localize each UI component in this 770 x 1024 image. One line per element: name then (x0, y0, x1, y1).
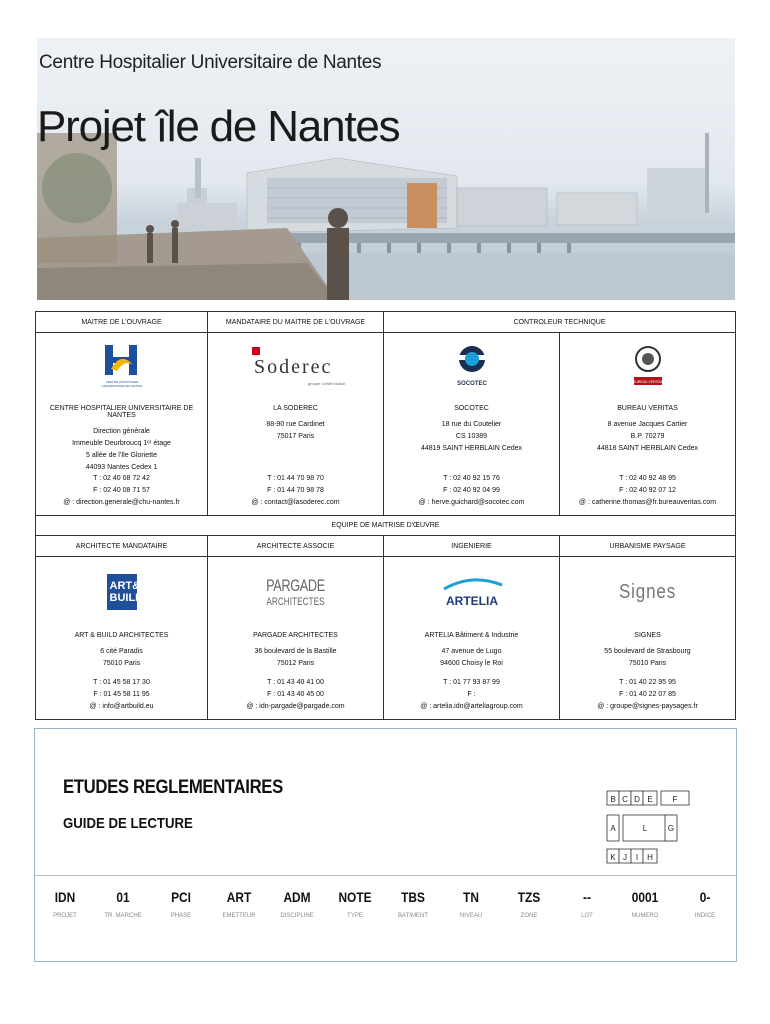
address-line: 75010 Paris (102, 660, 141, 667)
company-name: BUREAU VERITAS (617, 405, 678, 412)
email-link[interactable]: @ : info@artbuild.eu (89, 703, 154, 710)
email-link[interactable]: @ : herve.guichard@socotec.com (418, 499, 525, 506)
address-line: 18 rue du Coutelier (441, 421, 502, 428)
header-architecte-mandataire: ARCHITECTE MANDATAIRE (36, 536, 208, 557)
mandataire-info-cell (208, 400, 384, 516)
company-name: ART & BUILD ARCHITECTES (74, 632, 169, 639)
address-line: 36 boulevard de la Bastille (254, 648, 337, 655)
code-value: NOTE (338, 889, 372, 905)
code-item (383, 889, 443, 919)
code-item (151, 889, 211, 919)
fax: F : 01 45 58 11 95 (93, 691, 150, 698)
zone-label: B (610, 795, 616, 804)
artbuild-logo-cell (36, 557, 208, 628)
phone: T : 01 77 93 87 99 (443, 679, 500, 686)
code-value: TBS (401, 889, 425, 905)
address-line: 75012 Paris (276, 660, 315, 667)
section-maitrise-oeuvre: EQUIPE DE MAITRISE D'ŒUVRE (36, 516, 736, 536)
address-line: 94600 Choisy le Roi (440, 660, 503, 667)
header-ingenierie: INGENIERIE (384, 536, 560, 557)
hero-subtitle: Centre Hospitalier Universitaire de Nantes (39, 52, 382, 73)
zone-label: E (647, 795, 653, 804)
address-line: 75017 Paris (276, 433, 315, 440)
address-line: 44818 SAINT HERBLAIN Cedex (596, 445, 699, 452)
code-value: 0- (699, 889, 711, 905)
socotec-logo-icon (447, 341, 497, 391)
fax: F : 01 43 40 45 00 (267, 691, 324, 698)
pargade-logo-cell (208, 557, 384, 628)
code-value: -- (583, 889, 591, 905)
hero-title: Projet île de Nantes (37, 102, 400, 151)
socotec-info-cell (384, 400, 560, 516)
address-line: 8 avenue Jacques Cartier (607, 421, 688, 428)
zone-label: G (667, 824, 675, 833)
pargade-info-cell (208, 627, 384, 720)
fax: F : 02 40 92 04 99 (443, 487, 500, 494)
socotec-logo-cell (384, 333, 560, 401)
address-line: Immeuble Deurbroucq 1ᵉʳ étage (72, 440, 171, 447)
phone: T : 01 45 58 17 30 (93, 679, 150, 686)
phone: T : 02 40 92 15 76 (443, 475, 500, 482)
phone: T : 01 40 22 95 95 (619, 679, 676, 686)
pargade-logo: PARGADE ARCHITECTES (266, 576, 325, 608)
code-label: LOT (581, 913, 593, 919)
code-item (93, 889, 153, 919)
address-line: 44093 Nantes Cedex 1 (85, 464, 158, 471)
company-name: SOCOTEC (454, 405, 489, 412)
code-item (441, 889, 501, 919)
address-line: 5 allée de l'Ile Gloriette (86, 452, 157, 459)
fax: F : 02 40 92 07 12 (619, 487, 676, 494)
code-value: 0001 (631, 889, 659, 905)
soderec-logo-cell (208, 333, 384, 401)
code-value: 01 (116, 889, 130, 905)
veritas-info-cell (560, 400, 736, 516)
header-controleur: CONTROLEUR TECHNIQUE (384, 312, 736, 333)
company-name: PARGADE ARCHITECTES (253, 632, 338, 639)
hero-banner (37, 38, 735, 300)
veritas-logo-icon (628, 341, 668, 391)
code-value: IDN (54, 889, 76, 905)
header-mandataire: MANDATAIRE DU MAITRE DE L'OUVRAGE (208, 312, 384, 333)
chu-logo-cell (36, 333, 208, 401)
code-label: DISCIPLINE (280, 913, 314, 919)
header-maitre: MAITRE DE L'OUVRAGE (36, 312, 208, 333)
artbuild-logo: ART& BUILD (107, 574, 137, 610)
code-label: TYPE (347, 913, 363, 919)
etudes-block (34, 728, 737, 962)
code-label: INDICE (694, 913, 716, 919)
zone-map-diagram (605, 785, 695, 875)
code-value: TN (463, 889, 479, 905)
separator (35, 875, 736, 876)
code-label: NUMERO (631, 913, 659, 919)
etudes-title: ETUDES REGLEMENTAIRES (63, 777, 283, 798)
address-line: B.P. 70279 (630, 433, 665, 440)
code-value: ART (226, 889, 252, 905)
svg-text:UNIVERSITAIRE DE NANTES: UNIVERSITAIRE DE NANTES (101, 383, 142, 388)
code-item (615, 889, 675, 919)
svg-text:CENTRE HOSPITALIER: CENTRE HOSPITALIER (105, 379, 138, 384)
artelia-logo-icon (432, 571, 512, 611)
code-label: ZONE (520, 913, 538, 919)
email-link[interactable]: @ : idn-pargade@pargade.com (246, 703, 345, 710)
etudes-subtitle: GUIDE DE LECTURE (63, 815, 193, 832)
svg-text:ARTELIA: ARTELIA (445, 594, 498, 608)
zone-label: K (610, 853, 616, 862)
zone-label: A (610, 824, 616, 833)
zone-label: L (642, 824, 648, 833)
code-item (35, 889, 95, 919)
svg-text:BUREAU VERITAS: BUREAU VERITAS (632, 379, 663, 384)
zone-label: J (623, 853, 627, 862)
code-item (209, 889, 269, 919)
code-legend (35, 889, 736, 949)
address-line: 47 avenue de Lugo (441, 648, 502, 655)
company-name: LA SODEREC (273, 405, 318, 412)
code-label: EMETTEUR (222, 913, 256, 919)
address-line: 88-90 rue Cardinet (266, 421, 325, 428)
address-line: 75010 Paris (628, 660, 667, 667)
soderec-logo-icon (246, 343, 346, 388)
code-item (325, 889, 385, 919)
zone-label: C (622, 795, 628, 804)
phone: T : 02 40 08 72 42 (93, 475, 150, 482)
fax: F : 01 40 22 07 85 (619, 691, 676, 698)
address-line: CS 10389 (455, 433, 488, 440)
chu-logo-icon (97, 341, 147, 391)
code-item (557, 889, 617, 919)
email-link[interactable]: @ : direction.generale@chu-nantes.fr (63, 499, 180, 506)
header-architecte-associe: ARCHITECTE ASSOCIE (208, 536, 384, 557)
code-label: PHASE (170, 913, 192, 919)
code-value: PCI (171, 889, 191, 905)
code-label: BATIMENT (398, 913, 428, 919)
email-link[interactable]: @ : artelia.idn@arteliagroup.com (420, 703, 523, 710)
code-label: TR. MARCHE (104, 913, 142, 919)
zone-label: H (647, 853, 653, 862)
address-line: 6 cité Paradis (100, 648, 143, 655)
code-value: ADM (283, 889, 311, 905)
fax: F : (467, 691, 476, 698)
phone: T : 01 43 40 41 00 (267, 679, 324, 686)
svg-text:SOCOTEC: SOCOTEC (456, 380, 487, 387)
code-item (675, 889, 735, 919)
hero-illustration (37, 38, 735, 300)
code-label: NIVEAU (459, 913, 483, 919)
svg-text:groupe Crédit Mutuel: groupe Crédit Mutuel (307, 381, 345, 386)
code-value: TZS (517, 889, 541, 905)
phone: T : 02 40 92 48 95 (619, 475, 676, 482)
fax: F : 01 44 70 98 78 (267, 487, 324, 494)
artelia-info-cell (384, 627, 560, 720)
email-link[interactable]: @ : catherine.thomas@fr.bureauveritas.com (578, 499, 717, 506)
address-line: 44819 SAINT HERBLAIN Cedex (420, 445, 523, 452)
address-line: 55 boulevard de Strasbourg (604, 648, 691, 655)
company-name: CENTRE HOSPITALIER UNIVERSITAIRE DE NANTES (49, 405, 194, 419)
company-name: SIGNES (634, 632, 661, 639)
fax: F : 02 40 08 71 57 (93, 487, 150, 494)
zone-label: I (635, 853, 639, 862)
email-link[interactable]: @ : contact@lasoderec.com (251, 499, 340, 506)
signes-logo-cell (560, 557, 736, 628)
stakeholders-table (35, 311, 736, 720)
code-item (267, 889, 327, 919)
zone-label: F (672, 795, 678, 804)
phone: T : 01 44 70 98 70 (267, 475, 324, 482)
veritas-logo-cell (560, 333, 736, 401)
code-label: PROJET (53, 913, 77, 919)
signes-logo: Signes (618, 580, 677, 603)
signes-info-cell (560, 627, 736, 720)
artbuild-info-cell (36, 627, 208, 720)
company-name: ARTELIA Bâtiment & Industrie (424, 632, 519, 639)
header-urbanisme: URBANISME PAYSAGE (560, 536, 736, 557)
maitre-info-cell (36, 400, 208, 516)
address-line: Direction générale (93, 428, 150, 435)
code-item (499, 889, 559, 919)
svg-text:Soderec: Soderec (253, 356, 332, 378)
zone-label: D (634, 795, 640, 804)
email-link[interactable]: @ : groupe@signes-paysages.fr (597, 703, 698, 710)
artelia-logo-cell (384, 557, 560, 628)
